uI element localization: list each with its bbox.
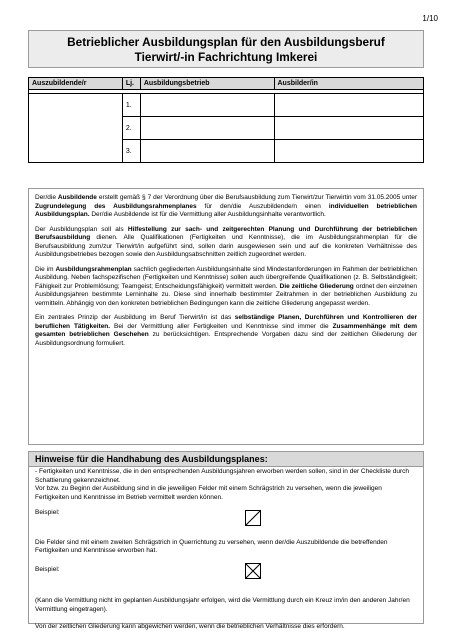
header-company: Ausbildungsbetrieb bbox=[140, 78, 274, 90]
page-number: 1/10 bbox=[422, 14, 438, 23]
header-trainer: Ausbilder/in bbox=[274, 78, 424, 90]
document-title bbox=[28, 30, 424, 68]
intro-paragraph-3 bbox=[35, 266, 417, 309]
example-label-2: Beispiel: bbox=[35, 565, 60, 573]
trainee-table bbox=[28, 77, 424, 163]
year-cell: 3. bbox=[122, 140, 140, 163]
hint-paragraph-4: (Kann die Vermittlung nicht im geplanten Ausbildungsjahr erfolgen, wird die Vermittlung durch ein Kreuz im/in den anderen Jahr/en Vermittlung eingetragen). bbox=[35, 597, 410, 613]
intro-paragraph-2 bbox=[35, 226, 417, 260]
trainee-name-cell[interactable] bbox=[29, 94, 123, 163]
header-year: Lj. bbox=[122, 78, 140, 90]
trainer-cell[interactable] bbox=[274, 94, 424, 117]
hint-paragraph-3: Die Felder sind mit einem zweiten Schrägstrich in Querrichtung zu versehen, wenn der/die Auszubildende die betreffenden Fertigkeiten und Kenntnisse erworben hat. bbox=[35, 538, 388, 554]
year-cell: 2. bbox=[122, 117, 140, 140]
trainer-cell[interactable] bbox=[274, 117, 424, 140]
intro-paragraph-4 bbox=[35, 314, 417, 348]
bold-text: Zugrundelegung des Ausbildungsrahmenplanes bbox=[35, 202, 197, 210]
header-trainee: Auszubildende/r bbox=[29, 78, 123, 90]
trainee-table-header bbox=[29, 78, 424, 90]
bold-text: Hilfestellung zur sach- und zeitgerechten Planung und Durchführung der betrieblichen Berufsausbildung bbox=[35, 225, 417, 241]
hint-paragraph-5: Von der zeitlichen Gliederung kann abgewichen werden, wenn die betrieblichen Verhältnisse dies erfordern. bbox=[35, 623, 345, 630]
text-run: Der/die bbox=[35, 194, 58, 201]
bold-text: Ausbildungsrahmenplan bbox=[55, 265, 132, 273]
text-run: ordnet den einzelnen Ausbildungsjahren bestimmte Lerninhalte zu. Diese sind innerhalb bestimmter Zeitrahmen in der betrieblichen Ausbildung zu vermitteln. Abhängig von den konkreten betrieblichen Bedingungen kann die zeitliche Gliederung angepasst werden. bbox=[35, 282, 418, 307]
text-run: Bei der Vermittlung aller Fertigkeiten und Kenntnisse sind immer die bbox=[110, 322, 333, 330]
text-run: Die im bbox=[35, 265, 56, 273]
bold-text: Die zeitliche Gliederung bbox=[279, 282, 354, 290]
text-run: Der Ausbildungsplan soll als bbox=[35, 225, 128, 233]
company-cell[interactable] bbox=[140, 117, 274, 140]
text-run: Der/die Ausbildende ist für die Vermittlung aller Ausbildungsinhalte verantwortlich. bbox=[89, 211, 326, 218]
intro-paragraph-1 bbox=[35, 194, 417, 220]
text-run: sachlich gegliederten Ausbildungsinhalte sind Mindestanforderungen im Rahmen der betrieblichen Ausbildung. Neben fachspezifischen (Fertigkeiten und Kenntnisse) sollen auch übergreifende Qualifikationen (z. B. Selbständigkeit; Fähigkeit zur Problemlösung; Teamgeist; Entscheidungsfähigkeit) vermittelt werden. bbox=[35, 265, 417, 290]
bold-text: Ausbildende bbox=[57, 194, 97, 201]
title-line-2: Tierwirt/-in Fachrichtung Imkerei bbox=[134, 50, 318, 64]
year-cell: 1. bbox=[122, 94, 140, 117]
company-cell[interactable] bbox=[140, 94, 274, 117]
text-run: erstellt gemäß § 7 der Verordnung über die Berufsausbildung zum Tierwirt/zur Tierwirtin vom 31.05.2005 unter bbox=[96, 194, 417, 201]
bold-text: individuellen betrieblichen Ausbildungsplan. bbox=[35, 202, 417, 218]
example-label-1: Beispiel: bbox=[35, 509, 60, 516]
hints-heading: Hinweise für die Handhabung des Ausbildungsplanes: bbox=[28, 451, 424, 467]
hints-text bbox=[28, 462, 424, 630]
intro-text bbox=[28, 188, 424, 445]
hint-paragraph-2: Vor bzw. zu Beginn der Ausbildung sind in die jeweiligen Felder mit einem Schrägstrich zu versehen, wenn die jeweiligen Fertigkeiten und Kenntnisse im Betrieb vermittelt werden können. bbox=[35, 485, 382, 501]
trainer-cell[interactable] bbox=[274, 140, 424, 163]
bold-text: selbständige Planen, Durchführen und Kontrollieren der beruflichen Tätigkeiten. bbox=[35, 314, 417, 330]
text-run: Ein zentrales Prinzip der Ausbildung im Beruf Tierwirt/in ist das bbox=[35, 314, 235, 321]
hint-paragraph-1: - Fertigkeiten und Kenntnisse, die in den entsprechenden Ausbildungsjahren erworben werden sollen, sind in der Checkliste durch Schattierung gekennzeichnet. bbox=[35, 468, 409, 484]
cross-example-icon bbox=[245, 563, 261, 579]
title-line-1: Betrieblicher Ausbildungsplan für den Ausbildungsberuf bbox=[67, 35, 385, 49]
text-run: dienen. Alle Qualifikationen (Fertigkeiten und Kenntnisse), die im Ausbildungsrahmenplan für die Berufsausbildung zum/zur Tierwirt/in aufgeführt sind, sollen darin ausgewiesen sein und auf die konkreten Verhältnisse des Ausbildungsbetriebes bezogen sowie den Ausbildungsabschnitten zeitlich zugeordnet werden. bbox=[35, 234, 417, 258]
bold-text: Zusammenhänge mit dem gesamten betrieblichen Geschehen bbox=[35, 322, 417, 338]
single-slash-example-icon bbox=[245, 510, 261, 526]
company-cell[interactable] bbox=[140, 140, 274, 163]
text-run: für den/die Auszubildende/n einen bbox=[196, 202, 329, 210]
text-run: zu berücksichtigen. Entsprechende Vorgaben dazu sind der zeitlichen Gliederung der Ausbildungsordnung formuliert. bbox=[35, 331, 418, 347]
table-row bbox=[29, 94, 424, 117]
